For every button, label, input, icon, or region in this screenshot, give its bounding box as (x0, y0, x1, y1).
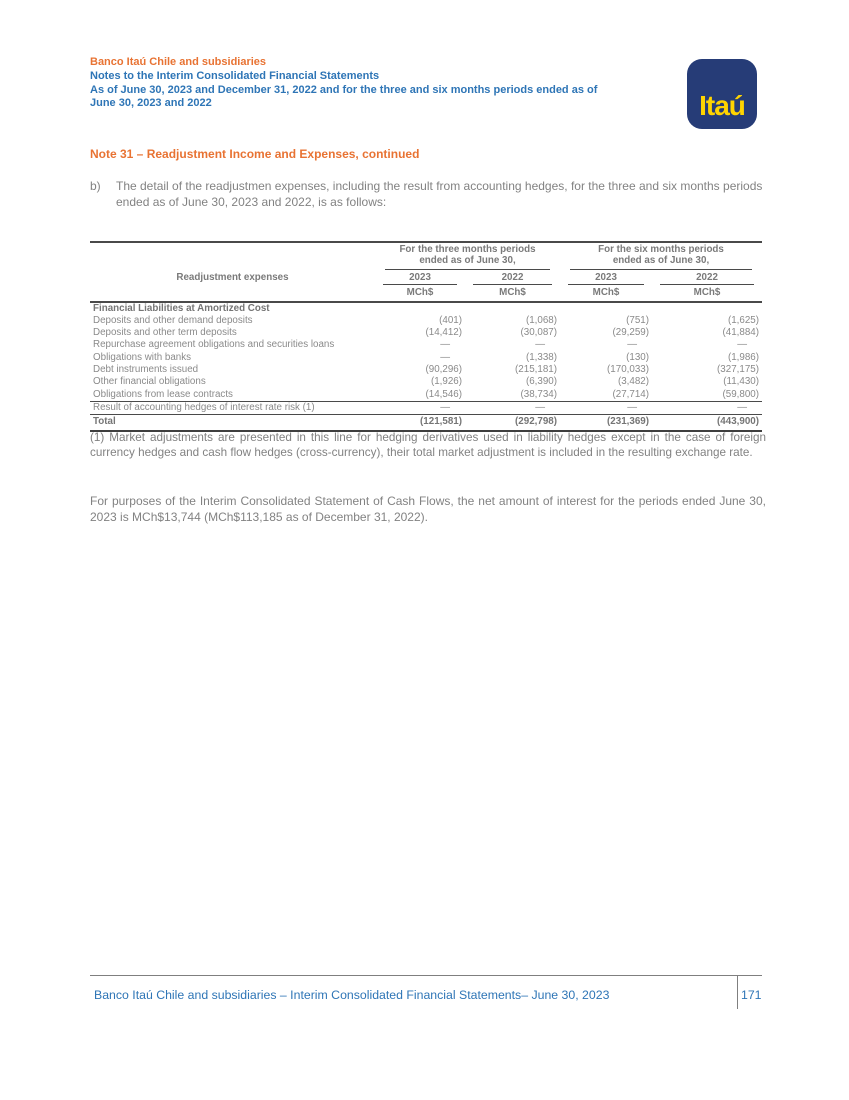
cell-value: (231,369) (560, 415, 652, 431)
page-header (90, 56, 675, 111)
intro-text: The detail of the readjustmen expenses, including the result from accounting hedges, for the three and six months periods ended as of June 30, 2023 and 2022, is as follows: (116, 179, 763, 209)
period-line-2: June 30, 2023 and 2022 (90, 97, 212, 110)
cell-value: (1,068) (525, 314, 557, 326)
note-title: Note 31 – Readjustment Income and Expenses, continued (90, 147, 420, 161)
cell-value: — (737, 339, 747, 351)
unit-header: MCh$ (652, 285, 762, 302)
row-label: Result of accounting hedges of interest rate risk (1) (90, 401, 375, 414)
empty-cell (90, 285, 375, 302)
table-row (90, 327, 762, 339)
readjustment-expenses-table (90, 241, 762, 432)
cell-value: — (560, 401, 652, 414)
group-header-line: ended as of June 30, (419, 254, 516, 266)
footnote-1: (1) Market adjustments are presented in this line for hedging derivatives used in liability hedges except in the case of foreign currency hedges and cash flow hedges (cross-currency), their total market adjustment is included in the resulting exchange rate. (90, 431, 766, 460)
group-header-row (90, 242, 762, 270)
cell-value: — (627, 339, 637, 351)
year-header: 2023 (560, 270, 652, 285)
readjustment-expenses-table-wrapper (90, 241, 762, 432)
row-label: Debt instruments issued (93, 364, 199, 376)
row-label: Deposits and other term deposits (93, 327, 237, 339)
cell-value: (27,714) (560, 389, 652, 402)
cell-value: (401) (439, 314, 462, 326)
cell-value (560, 302, 652, 315)
table-row (90, 376, 762, 388)
cell-value: (6,390) (525, 376, 557, 388)
row-label: Other financial obligations (93, 376, 206, 388)
group-header-six-months (560, 242, 762, 270)
empty-cell (90, 242, 375, 270)
group-header-three-months (375, 242, 560, 270)
table-row (90, 302, 762, 315)
cell-value: (1,338) (525, 351, 557, 363)
cell-value: (215,181) (515, 364, 557, 376)
cell-value: (292,798) (465, 415, 560, 431)
table-label-header: Readjustment expenses (176, 271, 289, 283)
company-name: Banco Itaú Chile and subsidiaries (90, 56, 267, 68)
unit-header: MCh$ (560, 285, 652, 302)
table-row (90, 339, 762, 351)
group-header-line: For the six months periods (598, 244, 724, 255)
cell-value: (30,087) (520, 327, 557, 339)
cell-value: (14,546) (375, 389, 465, 402)
cell-value: (14,412) (425, 327, 462, 339)
footer-divider (90, 975, 762, 976)
period-line-1: As of June 30, 2023 and December 31, 2022 and for the three and six months periods ended as of (90, 83, 598, 96)
table-row (90, 389, 762, 402)
footer-text: Banco Itaú Chile and subsidiaries – Interim Consolidated Financial Statements– June 30, 2023 (94, 988, 610, 1002)
row-label: Financial Liabilities at Amortized Cost (93, 302, 270, 314)
row-label: Obligations from lease contracts (90, 389, 375, 402)
unit-header: MCh$ (465, 285, 560, 302)
group-header-line: For the three months periods (399, 244, 536, 255)
table-total-row (90, 415, 762, 431)
cell-value: (11,430) (723, 376, 759, 388)
cell-value (652, 302, 762, 315)
row-label: Deposits and other demand deposits (93, 314, 253, 326)
itau-logo (687, 59, 757, 129)
cell-value: (1,926) (430, 376, 462, 388)
cell-value: (121,581) (375, 415, 465, 431)
cell-value: — (440, 351, 450, 363)
cell-value: (327,175) (717, 364, 759, 376)
table-row (90, 364, 762, 376)
document-subtitle: Notes to the Interim Consolidated Financial Statements (90, 69, 380, 82)
cell-value: (3,482) (617, 376, 649, 388)
group-header-line: ended as of June 30, (612, 254, 710, 266)
cell-value: — (535, 339, 545, 351)
year-header: 2023 (375, 270, 465, 285)
table-row (90, 352, 762, 364)
table-row (90, 315, 762, 327)
cell-value: — (465, 401, 560, 414)
unit-header-row (90, 285, 762, 302)
row-label: Repurchase agreement obligations and securities loans (93, 339, 335, 351)
cell-value: (1,625) (727, 314, 759, 326)
cell-value: (1,986) (727, 351, 759, 363)
cell-value (465, 302, 560, 315)
cell-value: (90,296) (425, 364, 462, 376)
row-label: Obligations with banks (93, 351, 192, 363)
cell-value: (29,259) (612, 327, 649, 339)
cell-value: (41,884) (722, 327, 759, 339)
row-label: Total (90, 415, 375, 431)
intro-paragraph (90, 179, 764, 210)
year-header: 2022 (465, 270, 560, 285)
cell-value: (130) (626, 351, 649, 363)
table-row (90, 401, 762, 414)
cell-value (375, 302, 465, 315)
year-header: 2022 (652, 270, 762, 285)
itau-logo-text: Itaú (699, 90, 745, 121)
cell-value: — (652, 401, 762, 414)
unit-header: MCh$ (375, 285, 465, 302)
cell-value: (59,800) (652, 389, 762, 402)
page-number: 171 (741, 988, 762, 1002)
list-marker: b) (90, 179, 101, 193)
cell-value: (751) (626, 314, 649, 326)
page-number-divider (737, 975, 738, 1009)
cell-value: — (375, 401, 465, 414)
cell-value: — (440, 339, 450, 351)
cell-value: (170,033) (607, 364, 649, 376)
cell-value: (38,734) (465, 389, 560, 402)
year-header-row (90, 270, 762, 285)
cell-value: (443,900) (652, 415, 762, 431)
cash-flow-paragraph: For purposes of the Interim Consolidated Statement of Cash Flows, the net amount of interest for the periods ended June 30, 2023 is MCh$13,744 (MCh$113,185 as of December 31, 2022). (90, 494, 766, 524)
